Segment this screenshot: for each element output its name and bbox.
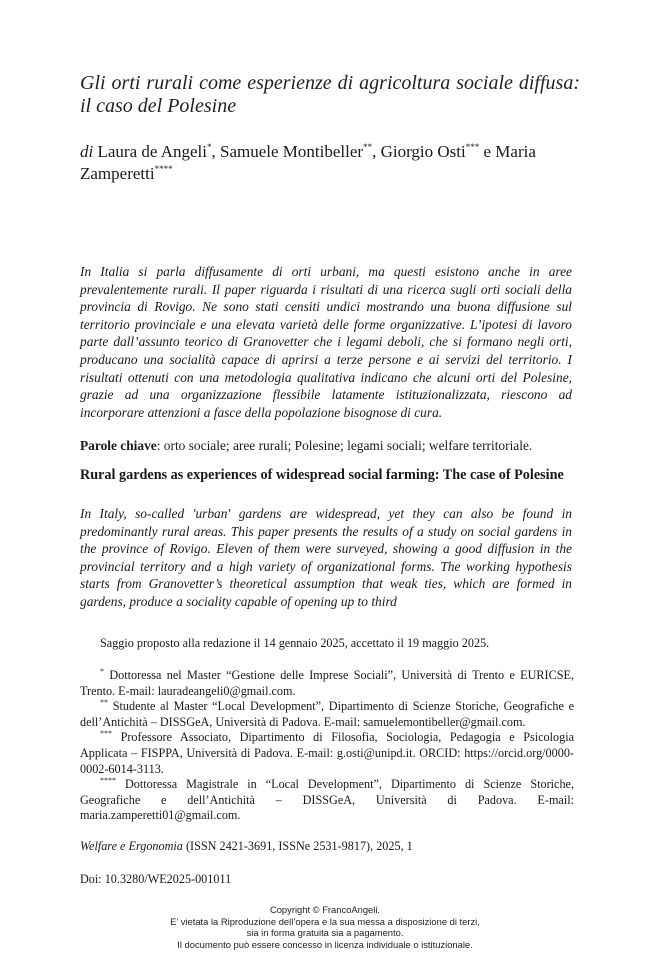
footnote: [80, 777, 574, 824]
keywords-label: Parole chiave: [80, 438, 157, 453]
author-footnote-mark: **: [363, 142, 373, 152]
journal-citation: [80, 838, 580, 854]
keywords: [80, 437, 580, 455]
author-footnote-mark: *: [207, 142, 212, 152]
author-separator: e: [479, 142, 496, 161]
footnote-text: Studente al Master “Local Development”, Dipartimento di Scienze Storiche, Geografiche e dell’Antichità – DISSGeA, Università di Padova. E-mail: samuelemontibeller@gmail.com.: [80, 699, 575, 729]
author-footnote-mark: ****: [154, 164, 173, 174]
author-separator: ,: [211, 142, 220, 161]
submission-dates: Saggio proposto alla redazione il 14 gennaio 2025, accettato il 19 maggio 2025.: [100, 636, 490, 650]
journal-details: (ISSN 2421-3691, ISSNe 2531-9817), 2025, 1: [182, 839, 413, 853]
footnote-mark: **: [100, 698, 108, 708]
author-footnote-mark: ***: [465, 142, 480, 152]
footnote-mark: ****: [100, 776, 116, 786]
footnote-text: Dottoressa nel Master “Gestione delle Imprese Sociali”, Università di Trento e EURICSE, Trento. E-mail: lauradeangeli0@gmail.com.: [80, 668, 575, 698]
footnote: [80, 699, 574, 730]
footnote-mark: ***: [100, 729, 112, 739]
footnote-text: Dottoressa Magistrale in “Local Development”, Dipartimento di Scienze Storiche, Geografiche e dell’Antichità – DISSGeA, Università di Padova. E-mail: maria.zamperetti01@gmail.com.: [80, 777, 574, 823]
keywords-list: : orto sociale; aree rurali; Polesine; legami sociali; welfare territoriale.: [156, 438, 533, 453]
copyright-notice: [100, 904, 550, 950]
footnotes: [80, 668, 574, 824]
doi: Doi: 10.3280/WE2025-001011: [80, 872, 232, 886]
copyright-line: E’ vietata la Riproduzione dell’opera e la sua messa a disposizione di terzi,: [170, 915, 480, 927]
author: Maria Zamperetti: [80, 142, 536, 183]
author-line: [80, 141, 580, 185]
footnote-text: Professore Associato, Dipartimento di Filosofia, Sociologia, Pedagogia e Psicologia Applicata – FISPPA, Università di Padova. E-mail: g.osti@unipd.it. ORCID: https://orcid.org/0000-0002-6014-3113.: [80, 730, 574, 776]
copyright-line: Copyright © FrancoAngeli.: [269, 904, 381, 915]
journal-name: Welfare e Ergonomia: [80, 839, 183, 853]
author: Samuele Montibeller: [220, 142, 364, 161]
author-prefix: di: [80, 142, 94, 161]
author: Laura de Angeli: [97, 142, 207, 161]
footnote-mark: *: [100, 667, 104, 676]
abstract-italian: In Italia si parla diffusamente di orti urbani, ma questi esistono anche in aree prevalentemente rurali. Il paper riguarda i risultati di una ricerca sugli orti sociali della provincia di Rovigo. Ne sono stati censiti undici mostrando una buona diffusione sul territorio provinciale e una elevata varietà delle forme organizzative. L’ipotesi di lavoro parte dall’assunto teorico di Granovetter che i legami deboli, che si formano negli orti, producano una socialità capace di aprirsi a terze persone e ai servizi del territorio. I risultati ottenuti con una metodologia qualitativa indicano che alcuni orti del Polesine, grazie ad una organizzazione flessibile latamente istituzionalizzata, riescono ad incorporare attenzioni a fasce della popolazione bisognose di cura.: [80, 264, 572, 420]
footnote: [80, 730, 574, 777]
english-title: Rural gardens as experiences of widespread social farming: The case of Polesine: [80, 467, 564, 483]
copyright-line: sia in forma gratuita sia a pagamento.: [246, 927, 404, 939]
author-separator: ,: [372, 142, 381, 161]
author: Giorgio Osti: [380, 142, 466, 161]
abstract-english: In Italy, so-called 'urban' gardens are widespread, yet they can also be found in predominantly rural areas. This paper presents the results of a study on social gardens in the province of Rovigo. Eleven of them were surveyed, showing a good diffusion in the provincial territory and a high variety of organizational forms. The working hypothesis starts from Granovetter’s theoretical assumption that weak ties, which are formed in gardens, produce a sociality capable of opening up to third: [80, 506, 572, 609]
article-title: Gli orti rurali come esperienze di agricoltura sociale diffusa: il caso del Polesine: [80, 72, 580, 117]
footnote: [80, 668, 574, 699]
copyright-line: Il documento può essere concesso in licenza individuale o istituzionale.: [177, 938, 473, 950]
